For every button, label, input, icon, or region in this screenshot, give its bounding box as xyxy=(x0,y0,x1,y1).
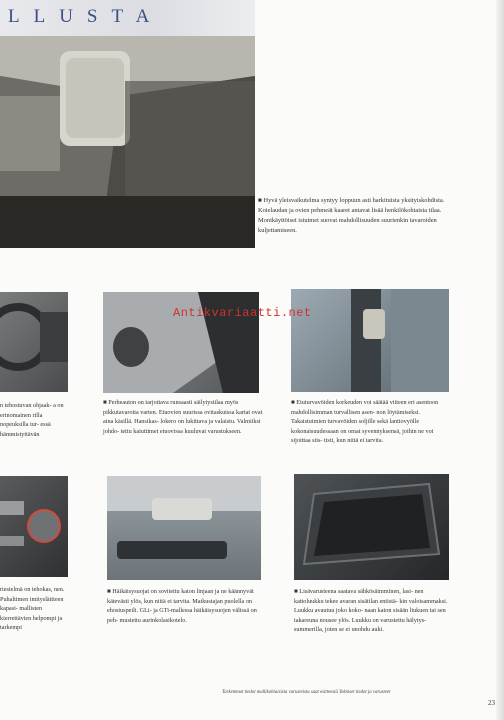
sunroof-photo xyxy=(294,474,449,580)
climate-control-photo xyxy=(0,476,68,577)
steering-wheel-photo xyxy=(0,292,68,392)
caption-sun-visors: ■ Häikäisysuojat on sovitettu katon linjaan ja ne käännyvät kätevästi ylös, kun niitä ei tarvita. Matkustajan puolella on ehostuspeili. GLi- ja GTi-mallessa häikäisysuojen välissä on peh- mustettu aurinkolasikotelo. xyxy=(107,588,257,624)
caption-climate: riestelmä on tehokas, nen. Puhaltimen imitysläitteen kapasi- mallisten kierrettävien helpompi ja tarkempi xyxy=(0,586,65,632)
caption-seatbelts: ■ Etuturvavöiden korkeuden voi säätää viiteen eri asentoon mahdollisimman turvallisen asen- non löytämiseksi. Takaistuimien turvavöiden soljille sekä lantiovyölle kokonaisuudessaan on omat syvennyksensä, joihin ne voi sijoittaa siis- tisti, kun niitä ei tarvita. xyxy=(291,399,439,445)
watermark: Antikvariaatti.net xyxy=(173,306,312,320)
title-band xyxy=(0,0,255,36)
caption-storage: ■ Perheauton on tarjottava runsaasti säilytystilaa myös pikkutavaroita varten. Etuovien suurissa ovitaskuissa kartat ovat aina käsillä. Hansikas- lokero on lukittava ja valaistu. Valmiiksi johdo- tettu kaiuttimet etuovissa kuuluvat varustukseen. xyxy=(103,399,263,435)
seatbelt-photo xyxy=(291,289,449,392)
page-title: LLUSTA xyxy=(8,6,164,27)
page-edge xyxy=(496,0,504,720)
intro-paragraph: ■ Hyvä yleisvaikutelma syntyy loppuun asti harkituista yksityiskohdista. Koielaudan ja ovien pehmeät kaaret antavat lisää henkilökohtaista tilaa. Monikäyttöiset istuimet suovat mahdollisuuden suurienkin tavaroiden kuljettamiseen. xyxy=(258,197,445,234)
caption-sunroof: ■ Lisävarusteena saatava sähkösäimminen, lasi- nen kattoluukku tekee avaran sisätilan entistä- kin valoisammaksi. Luukku avautuu joko koko- naan katon sisään liukuen tai sen takareuna nousee ylös. Luukku on varustettu hälytys- summerilla, joten se ei unohdu auki. xyxy=(294,588,448,634)
caption-steering: n tehostuvan ohjaak- a on erinomainen rilla nopeuksilla tur- essä hämmistyttävän xyxy=(0,402,64,438)
page-number: 23 xyxy=(488,699,495,707)
interior-photo xyxy=(0,36,255,248)
sun-visor-photo xyxy=(107,476,261,580)
footnote: Tarkemmat tiedot mallikohtaisista varusteista saat esitteestä Tekniset tiedot ja varusteet xyxy=(222,690,391,695)
